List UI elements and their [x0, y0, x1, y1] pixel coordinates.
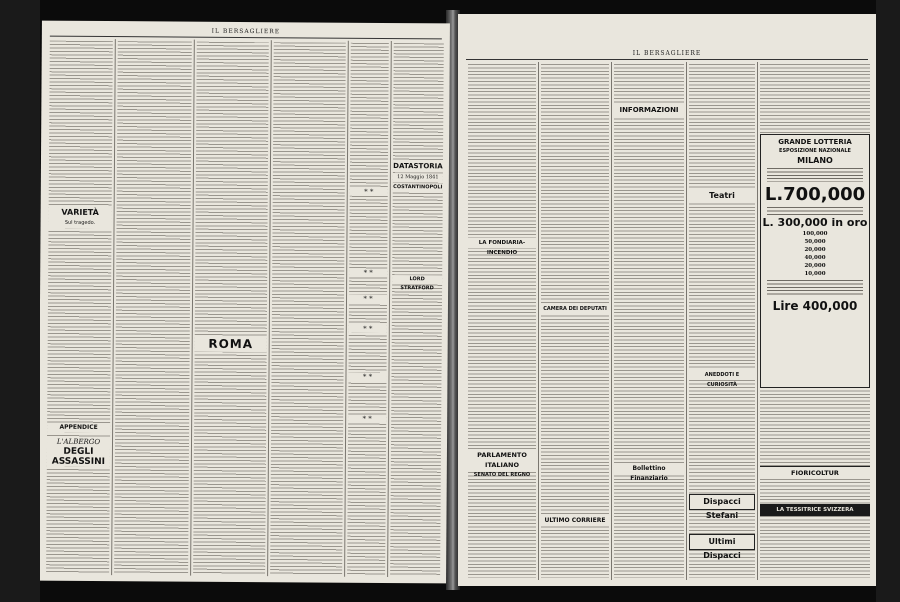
prize-list [761, 230, 869, 278]
left-masthead-rule [50, 36, 442, 40]
section-stars: * * [350, 188, 388, 196]
right-newspaper-page [458, 14, 876, 586]
section-stars: * * [348, 373, 386, 381]
ultimo-corriere-heading: ULTIMO CORRIERE [541, 516, 609, 526]
scan-border-right [876, 0, 900, 602]
esposizione-title: ESPOSIZIONE NAZIONALE [779, 148, 851, 154]
scan-border-left [0, 0, 40, 602]
varieta-subheading: Sul tragedo. [64, 219, 96, 226]
right-col-4 [689, 64, 755, 578]
prize-row: 50,000 [804, 239, 826, 245]
albergo-title [47, 437, 110, 467]
right-col-3 [614, 64, 684, 578]
lord-stratford-heading: LORD STRATFORD [392, 275, 442, 284]
lottery-title: GRANDE LOTTERIA [778, 138, 852, 146]
ultimi-dispacci-heading: Ultimi Dispacci [689, 534, 755, 550]
third-prize: Lire 400,000 [772, 299, 858, 313]
appendice-heading: APPENDICE [47, 423, 110, 433]
floricoltura-heading: FIORICOLTUR [760, 466, 870, 479]
right-col-5-ads [760, 64, 870, 578]
right-col-1 [468, 64, 536, 578]
datastoria-heading: DATASTORIA [393, 162, 443, 171]
prize-row: 40,000 [804, 255, 826, 261]
left-col-4 [270, 42, 346, 574]
section-stars: * * [349, 269, 387, 277]
parlamento-heading [468, 450, 536, 478]
right-col-2 [541, 64, 609, 578]
dispacci-stefani-heading: Dispacci Stefani [689, 494, 755, 510]
date-line: 12 Maggio 1841 [393, 173, 443, 182]
prize-row: 20,000 [804, 263, 826, 269]
camera-heading: CAMERA DEI DEPUTATI [541, 304, 609, 314]
left-col-5 [347, 43, 389, 575]
right-masthead-rule [466, 59, 868, 60]
lottery-ad [760, 134, 870, 388]
section-stars: * * [349, 325, 387, 333]
albergo-heading: L'ALBERGO [56, 437, 101, 446]
tessitrice-ad-heading: LA TESSITRICE SVIZZERA [760, 504, 870, 516]
section-stars: * * [348, 415, 386, 423]
left-newspaper-page [38, 21, 450, 584]
prize-row: 20,000 [804, 247, 826, 253]
prize-row: 10,000 [804, 271, 826, 277]
assassini-heading: DEGLI ASSASSINI [51, 446, 106, 468]
teatri-heading: Teatri [689, 190, 755, 202]
informazioni-heading: INFORMAZIONI [614, 104, 684, 116]
left-masthead: IL BERSAGLIERE [211, 27, 281, 36]
left-col-2 [114, 41, 192, 574]
section-stars: * * [349, 295, 387, 303]
left-col-3 [193, 42, 269, 574]
varieta-heading: VARIETÀ Sul tragedo. [49, 207, 112, 229]
fondiaria-heading: LA FONDIARIA-INCENDIO [468, 238, 536, 248]
prize-row: 100,000 [802, 231, 828, 237]
senato-subheading: SENATO DEL REGNO [473, 472, 531, 478]
second-prize: L. 300,000 in oro [762, 216, 868, 229]
aneddoti-heading: ANEDDOTI E CURIOSITÀ [689, 370, 755, 380]
milano-title: MILANO [797, 156, 833, 165]
costantinopoli-heading: COSTANTINOPOLI [393, 183, 443, 192]
parlamento-title: PARLAMENTO ITALIANO [477, 451, 527, 469]
left-col-6 [390, 43, 444, 575]
main-prize: L.700,000 [764, 184, 866, 205]
roma-heading: ROMA [195, 336, 267, 353]
right-masthead: IL BERSAGLIERE [632, 50, 702, 57]
left-col-1 [46, 41, 113, 573]
bollettino-heading: Bollettino Finanziario [614, 464, 684, 474]
